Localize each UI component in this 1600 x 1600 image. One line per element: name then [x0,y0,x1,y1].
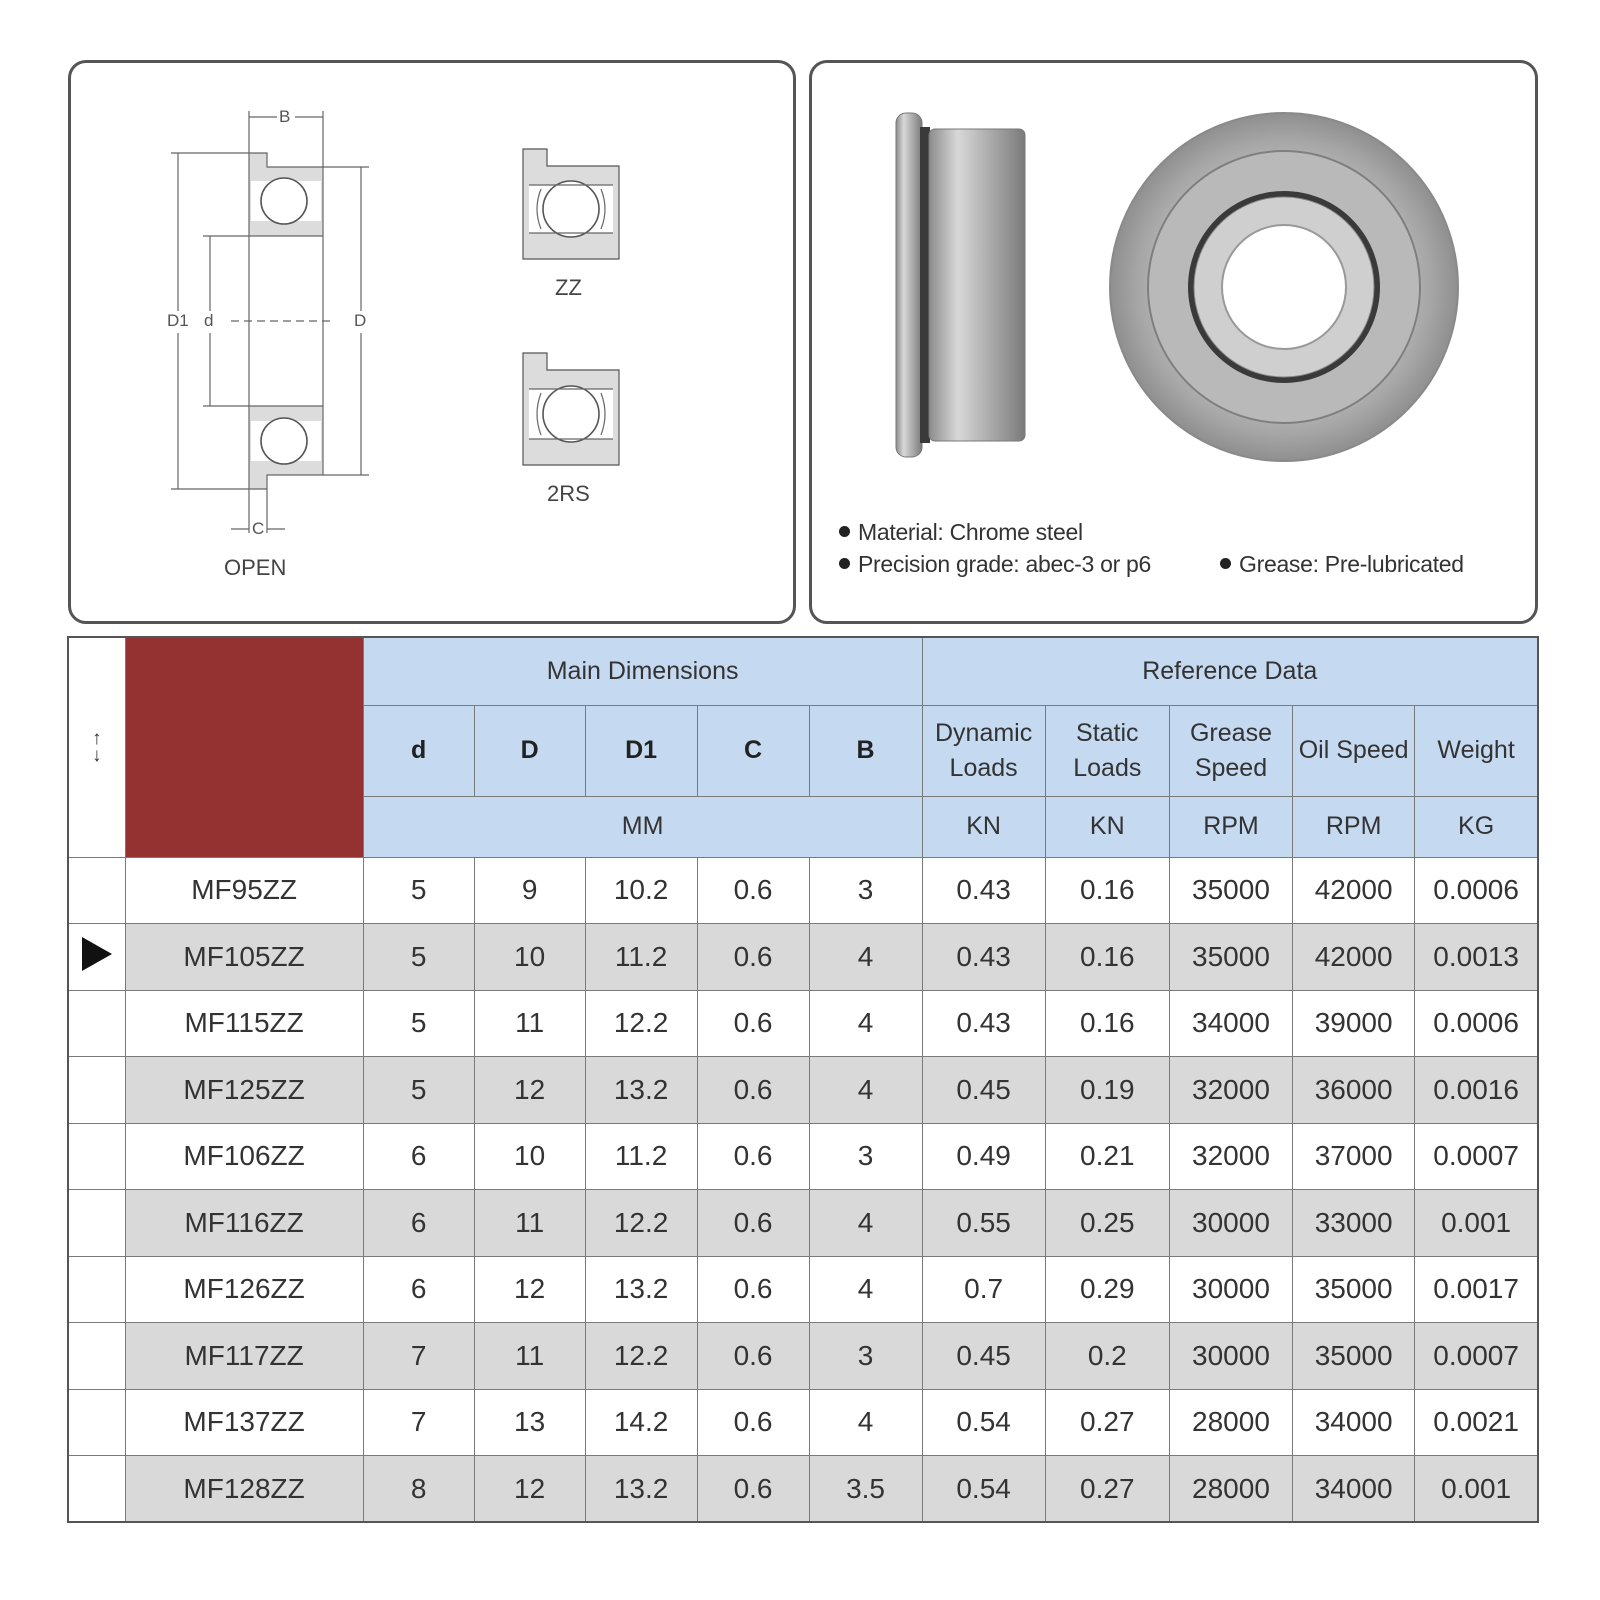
row-selector-cell[interactable] [68,1057,125,1124]
zz-label: ZZ [555,275,582,300]
cell-d1: 12.2 [585,990,697,1057]
cell-b: 4 [809,990,922,1057]
cell-c: 0.6 [697,1256,809,1323]
cell-d: 9 [474,857,585,924]
cell-oil: 35000 [1293,1323,1415,1390]
cell-d: 13 [474,1389,585,1456]
sort-arrows-icon[interactable]: ↑ ↓ [92,728,102,767]
cell-c: 0.6 [697,857,809,924]
dim-c-label: C [252,519,265,538]
cell-c: 0.6 [697,1389,809,1456]
bullet-dot-icon [839,526,850,537]
cell-d1: 12.2 [585,1190,697,1257]
cell-grease: 28000 [1169,1456,1292,1523]
cell-d: 11 [474,1323,585,1390]
cell-d1: 12.2 [585,1323,697,1390]
cell-grease: 32000 [1169,1057,1292,1124]
cell-model: MF116ZZ [125,1190,363,1257]
group-header-row [68,637,1538,705]
2rs-label: 2RS [547,481,590,506]
cell-model: MF128ZZ [125,1456,363,1523]
table-row[interactable] [68,857,1538,924]
cell-stat: 0.16 [1045,857,1169,924]
brand-header-block [125,637,363,857]
cell-weight: 0.001 [1415,1456,1538,1523]
cell-stat: 0.16 [1045,924,1169,991]
cell-d: 10 [474,1123,585,1190]
table-row[interactable] [68,1323,1538,1390]
cell-grease: 28000 [1169,1389,1292,1456]
diagram-panel [68,60,796,624]
cell-grease: 35000 [1169,924,1292,991]
cell-model: MF95ZZ [125,857,363,924]
cell-stat: 0.27 [1045,1389,1169,1456]
cell-model: MF105ZZ [125,924,363,991]
table-row[interactable] [68,1389,1538,1456]
cell-d: 7 [363,1389,474,1456]
cell-b: 4 [809,1190,922,1257]
cell-weight: 0.0021 [1415,1389,1538,1456]
unit-weight: KG [1415,796,1538,857]
cell-weight: 0.001 [1415,1190,1538,1257]
cell-d1: 13.2 [585,1456,697,1523]
table-row[interactable] [68,1190,1538,1257]
col-header-dynamic-loads[interactable]: Dynamic Loads [922,705,1045,796]
cell-d: 11 [474,1190,585,1257]
col-header-B[interactable]: B [809,705,922,796]
cell-grease: 35000 [1169,857,1292,924]
row-selector-cell[interactable] [68,1456,125,1523]
cell-b: 3.5 [809,1456,922,1523]
row-selector-cell[interactable] [68,1123,125,1190]
cell-dyn: 0.43 [922,990,1045,1057]
cell-oil: 39000 [1293,990,1415,1057]
cell-d: 10 [474,924,585,991]
sort-cell[interactable] [68,637,125,857]
cell-dyn: 0.54 [922,1389,1045,1456]
cell-b: 4 [809,924,922,991]
cell-dyn: 0.43 [922,857,1045,924]
cell-d1: 13.2 [585,1057,697,1124]
dim-d1-label: D1 [167,311,189,330]
table-row[interactable] [68,1256,1538,1323]
cell-d1: 10.2 [585,857,697,924]
cell-stat: 0.29 [1045,1256,1169,1323]
cell-d: 12 [474,1256,585,1323]
cell-b: 3 [809,857,922,924]
cell-d: 12 [474,1057,585,1124]
cell-model: MF137ZZ [125,1389,363,1456]
cell-b: 3 [809,1123,922,1190]
cell-d: 12 [474,1456,585,1523]
cell-oil: 42000 [1293,924,1415,991]
cell-d: 7 [363,1323,474,1390]
col-header-D[interactable]: D [474,705,585,796]
cell-b: 4 [809,1256,922,1323]
col-header-grease-speed[interactable]: Grease Speed [1169,705,1292,796]
cell-model: MF125ZZ [125,1057,363,1124]
spec-grease: Grease: Pre-lubricated [1220,551,1464,578]
unit-static: KN [1045,796,1169,857]
table-row[interactable] [68,1123,1538,1190]
cell-d: 11 [474,990,585,1057]
cell-dyn: 0.7 [922,1256,1045,1323]
cell-oil: 34000 [1293,1456,1415,1523]
cell-weight: 0.0013 [1415,924,1538,991]
row-selector-cell[interactable] [68,857,125,924]
cell-dyn: 0.43 [922,924,1045,991]
cell-oil: 37000 [1293,1123,1415,1190]
spec-precision: Precision grade: abec-3 or p6 [839,551,1151,578]
cell-grease: 34000 [1169,990,1292,1057]
unit-oil: RPM [1293,796,1415,857]
unit-mm: MM [363,796,922,857]
dim-b-label: B [279,107,291,126]
cell-d: 5 [363,857,474,924]
table-body [68,857,1538,1522]
row-selector-cell[interactable] [68,1190,125,1257]
col-header-D1[interactable]: D1 [585,705,697,796]
col-header-static-loads[interactable]: Static Loads [1045,705,1169,796]
cell-b: 3 [809,1323,922,1390]
cell-d: 8 [363,1456,474,1523]
table-row[interactable] [68,1456,1538,1523]
cell-dyn: 0.45 [922,1323,1045,1390]
cell-grease: 32000 [1169,1123,1292,1190]
cell-oil: 35000 [1293,1256,1415,1323]
table-row[interactable] [68,990,1538,1057]
cell-grease: 30000 [1169,1190,1292,1257]
row-selector-cell[interactable] [68,990,125,1057]
cell-d1: 14.2 [585,1389,697,1456]
cell-oil: 42000 [1293,857,1415,924]
col-header-oil-speed[interactable]: Oil Speed [1293,705,1415,796]
cell-c: 0.6 [697,1323,809,1390]
row-selector-cell[interactable] [68,924,125,991]
dim-d-small-label: d [204,311,214,330]
table-row[interactable] [68,1057,1538,1124]
cell-d1: 13.2 [585,1256,697,1323]
cell-c: 0.6 [697,1456,809,1523]
cell-oil: 34000 [1293,1389,1415,1456]
cell-dyn: 0.55 [922,1190,1045,1257]
cell-d1: 11.2 [585,924,697,991]
cell-dyn: 0.45 [922,1057,1045,1124]
cell-d: 5 [363,990,474,1057]
cell-stat: 0.2 [1045,1323,1169,1390]
cell-c: 0.6 [697,1123,809,1190]
reference-data-header: Reference Data [922,637,1538,705]
cell-d: 6 [363,1190,474,1257]
cell-grease: 30000 [1169,1323,1292,1390]
cell-weight: 0.0006 [1415,857,1538,924]
cell-c: 0.6 [697,924,809,991]
cell-oil: 36000 [1293,1057,1415,1124]
bullet-dot-icon [839,558,850,569]
spec-table [67,636,1539,1523]
cell-dyn: 0.54 [922,1456,1045,1523]
table-row[interactable] [68,924,1538,991]
cell-d: 5 [363,1057,474,1124]
cell-c: 0.6 [697,1190,809,1257]
cell-stat: 0.16 [1045,990,1169,1057]
current-row-arrow-icon [82,937,112,971]
cell-dyn: 0.49 [922,1123,1045,1190]
cell-stat: 0.27 [1045,1456,1169,1523]
cell-weight: 0.0016 [1415,1057,1538,1124]
bearing-cross-section-diagram [71,63,793,621]
spec-material: Material: Chrome steel [839,519,1083,546]
product-panel [809,60,1538,624]
row-selector-cell[interactable] [68,1323,125,1390]
row-selector-cell[interactable] [68,1389,125,1456]
col-header-C[interactable]: C [697,705,809,796]
cell-c: 0.6 [697,990,809,1057]
cell-weight: 0.0006 [1415,990,1538,1057]
cell-d: 5 [363,924,474,991]
cell-d: 6 [363,1123,474,1190]
cell-weight: 0.0007 [1415,1123,1538,1190]
cell-model: MF126ZZ [125,1256,363,1323]
cell-weight: 0.0017 [1415,1256,1538,1323]
open-label: OPEN [224,555,287,580]
unit-grease: RPM [1169,796,1292,857]
cell-c: 0.6 [697,1057,809,1124]
cell-b: 4 [809,1057,922,1124]
row-selector-cell[interactable] [68,1256,125,1323]
col-header-weight[interactable]: Weight [1415,705,1538,796]
cell-model: MF115ZZ [125,990,363,1057]
bullet-dot-icon [1220,558,1231,569]
cell-stat: 0.19 [1045,1057,1169,1124]
dim-d-large-label: D [354,311,367,330]
main-dimensions-header: Main Dimensions [363,637,922,705]
cell-d: 6 [363,1256,474,1323]
cell-model: MF106ZZ [125,1123,363,1190]
cell-stat: 0.25 [1045,1190,1169,1257]
cell-oil: 33000 [1293,1190,1415,1257]
cell-stat: 0.21 [1045,1123,1169,1190]
col-header-d[interactable]: d [363,705,474,796]
cell-weight: 0.0007 [1415,1323,1538,1390]
cell-grease: 30000 [1169,1256,1292,1323]
cell-d1: 11.2 [585,1123,697,1190]
unit-dynamic: KN [922,796,1045,857]
cell-model: MF117ZZ [125,1323,363,1390]
cell-b: 4 [809,1389,922,1456]
